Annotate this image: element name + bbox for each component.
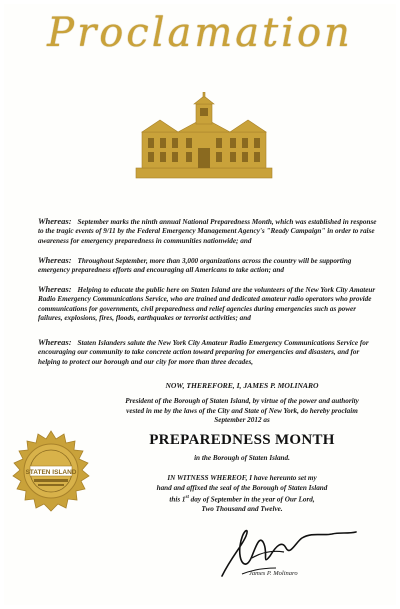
whereas-text: Staten Islanders salute the New York City Amateur Radio Emergency Communications Service for encouraging our community to take concrete action toward preparing for emergencies and disasters, and for helping to protect our borough and our city for more than three decades,	[38, 339, 369, 366]
witness-line-4: Two Thousand and Twelve.	[201, 505, 283, 514]
whereas-paragraph-1	[38, 217, 380, 246]
whereas-label: Whereas:	[38, 255, 72, 265]
proclamation-document	[4, 4, 396, 605]
witness-line-3: this 1st day of September in the year of Our Lord,	[169, 495, 315, 504]
borough-hall-emblem	[134, 92, 274, 180]
witness-line-2: hand and affixed the seal of the Borough of Staten Island	[156, 483, 328, 492]
whereas-text: September marks the ninth annual National Preparedness Month, which was established in response to the tragic events of 9/11 by the Federal Emergency Management Agency's "Ready Campaign" in order to raise awareness for emergency preparedness in communities nationwide; and	[38, 218, 377, 245]
witness-line-1: IN WITNESS WHEREOF, I have hereunto set my	[167, 474, 317, 482]
document-title: Proclamation	[47, 10, 353, 56]
whereas-label: Whereas:	[38, 284, 72, 294]
therefore-line: NOW, THEREFORE, I, JAMES P. MOLINARO	[165, 381, 319, 390]
whereas-paragraph-2	[38, 256, 380, 276]
whereas-text: Helping to educate the public here on Staten Island are the volunteers of the New York City Amateur Radio Emergency Communications Service, who are trained and dedicated amateur radio operators who provide communications for governments, civil preparedness and relief agencies during emergencies such as power failures, explosions, fires, floods, earthquakes or terrorist activities; and	[38, 286, 376, 323]
president-statement: President of the Borough of Staten Island, by virtue of the power and authority vested in me by the laws of the City and State of New York, do hereby proclaim September 2012 as	[125, 397, 359, 425]
witness-statement	[122, 474, 362, 515]
whereas-label: Whereas:	[38, 337, 72, 347]
proclaimed-title: PREPAREDNESS MONTH	[149, 432, 335, 448]
gold-seal-icon	[10, 430, 92, 512]
whereas-paragraph-4	[38, 338, 380, 367]
whereas-text: Throughout September, more than 3,000 organizations across the country will be supporting emergency preparedness efforts and encouraging all Americans to take action; and	[38, 257, 352, 275]
signer-name: James P. Molinaro	[249, 570, 298, 577]
whereas-label: Whereas:	[38, 216, 72, 226]
whereas-paragraph-3	[38, 285, 380, 324]
borough-line: in the Borough of Staten Island.	[194, 454, 290, 462]
seal-text: STATEN ISLAND	[25, 469, 77, 476]
